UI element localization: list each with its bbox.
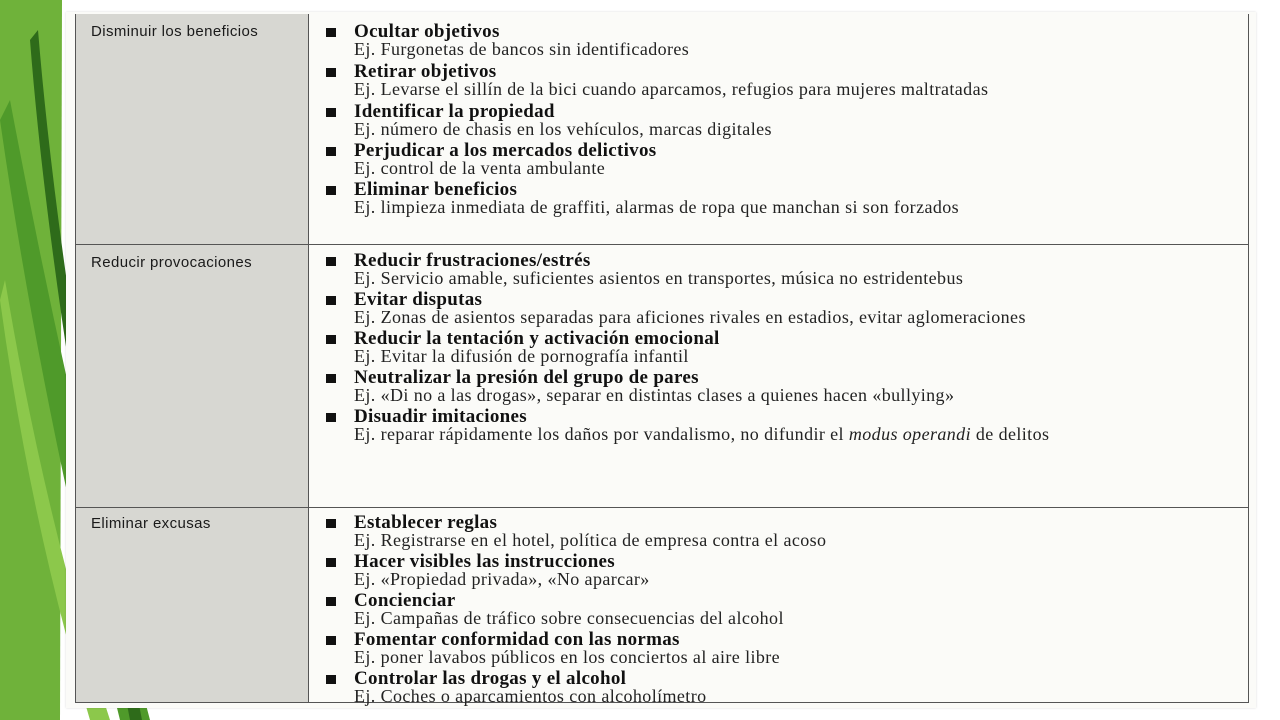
- item-example: Ej. «Propiedad privada», «No aparcar»: [354, 569, 650, 589]
- item-example: Ej. control de la venta ambulante: [354, 158, 606, 178]
- bullet-icon: [326, 28, 336, 37]
- item-example: Ej. número de chasis en los vehículos, marcas digitales: [354, 119, 772, 139]
- item-title: Evitar disputas: [324, 291, 1239, 309]
- item-title: Identificar la propiedad: [324, 103, 1239, 121]
- row-divider: [76, 507, 1248, 508]
- list-item: [324, 330, 1239, 365]
- bullet-icon: [326, 636, 336, 645]
- item-example: Ej. Zonas de asientos separadas para aficiones rivales en estadios, evitar aglomeraciones: [354, 307, 1026, 327]
- bullet-icon: [326, 147, 336, 156]
- item-example: Ej. Campañas de tráfico sobre consecuencias del alcohol: [354, 608, 784, 628]
- bullet-icon: [326, 257, 336, 266]
- item-example: Ej. Furgonetas de bancos sin identificadores: [354, 39, 690, 59]
- item-title: Neutralizar la presión del grupo de pares: [324, 369, 1239, 387]
- item-example: Ej. «Di no a las drogas», separar en distintas clases a quienes hacen «bullying»: [354, 385, 955, 405]
- item-example: Ej. Registrarse en el hotel, política de empresa contra el acoso: [354, 530, 827, 550]
- item-title: Disuadir imitaciones: [324, 408, 1239, 426]
- list-item: [324, 369, 1239, 404]
- bullet-icon: [326, 413, 336, 422]
- item-title: Concienciar: [324, 592, 1239, 610]
- section-items: [324, 23, 1239, 216]
- list-item: [324, 553, 1239, 588]
- item-title: Perjudicar a los mercados delictivos: [324, 142, 1239, 160]
- item-title: Fomentar conformidad con las normas: [324, 631, 1239, 649]
- item-example: Ej. limpieza inmediata de graffiti, alarmas de ropa que manchan si son forzados: [354, 197, 960, 217]
- item-example: Ej. Evitar la difusión de pornografía infantil: [354, 346, 689, 366]
- bullet-icon: [326, 675, 336, 684]
- list-item: [324, 670, 1239, 705]
- crime-prevention-table: [75, 14, 1249, 706]
- bullet-icon: [326, 335, 336, 344]
- list-item: [324, 631, 1239, 666]
- bullet-icon: [326, 374, 336, 383]
- section-items: [324, 252, 1239, 443]
- category-label: Disminuir los beneficios: [91, 23, 259, 40]
- category-label: Eliminar excusas: [91, 515, 211, 532]
- bullet-icon: [326, 558, 336, 567]
- item-title: Retirar objetivos: [324, 63, 1239, 81]
- item-title: Hacer visibles las instrucciones: [324, 553, 1239, 571]
- item-example: Ej. Coches o aparcamientos con alcoholímetro: [354, 686, 707, 706]
- item-example: Ej. Levarse el sillín de la bici cuando aparcamos, refugios para mujeres maltratadas: [354, 79, 989, 99]
- item-title: Eliminar beneficios: [324, 181, 1239, 199]
- item-example: Ej. Servicio amable, suficientes asientos en transportes, música no estridentebus: [354, 268, 964, 288]
- list-item: [324, 63, 1239, 98]
- item-title: Controlar las drogas y el alcohol: [324, 670, 1239, 688]
- item-example: Ej. reparar rápidamente los daños por vandalismo, no difundir el modus operandi de delitos: [354, 424, 1050, 444]
- list-item: [324, 514, 1239, 549]
- item-example: Ej. poner lavabos públicos en los conciertos al aire libre: [354, 647, 781, 667]
- list-item: [324, 291, 1239, 326]
- section-items: [324, 514, 1239, 705]
- item-title: Establecer reglas: [324, 514, 1239, 532]
- item-title: Reducir la tentación y activación emocional: [324, 330, 1239, 348]
- bullet-icon: [326, 108, 336, 117]
- list-item: [324, 103, 1239, 138]
- bullet-icon: [326, 597, 336, 606]
- list-item: [324, 142, 1239, 177]
- list-item: [324, 408, 1239, 443]
- category-label: Reducir provocaciones: [91, 254, 252, 271]
- bullet-icon: [326, 296, 336, 305]
- bullet-icon: [326, 68, 336, 77]
- list-item: [324, 592, 1239, 627]
- item-title: Ocultar objetivos: [324, 23, 1239, 41]
- bullet-icon: [326, 519, 336, 528]
- item-title: Reducir frustraciones/estrés: [324, 252, 1239, 270]
- row-divider: [76, 244, 1248, 245]
- list-item: [324, 181, 1239, 216]
- bullet-icon: [326, 186, 336, 195]
- list-item: [324, 23, 1239, 58]
- category-column: [76, 14, 309, 702]
- list-item: [324, 252, 1239, 287]
